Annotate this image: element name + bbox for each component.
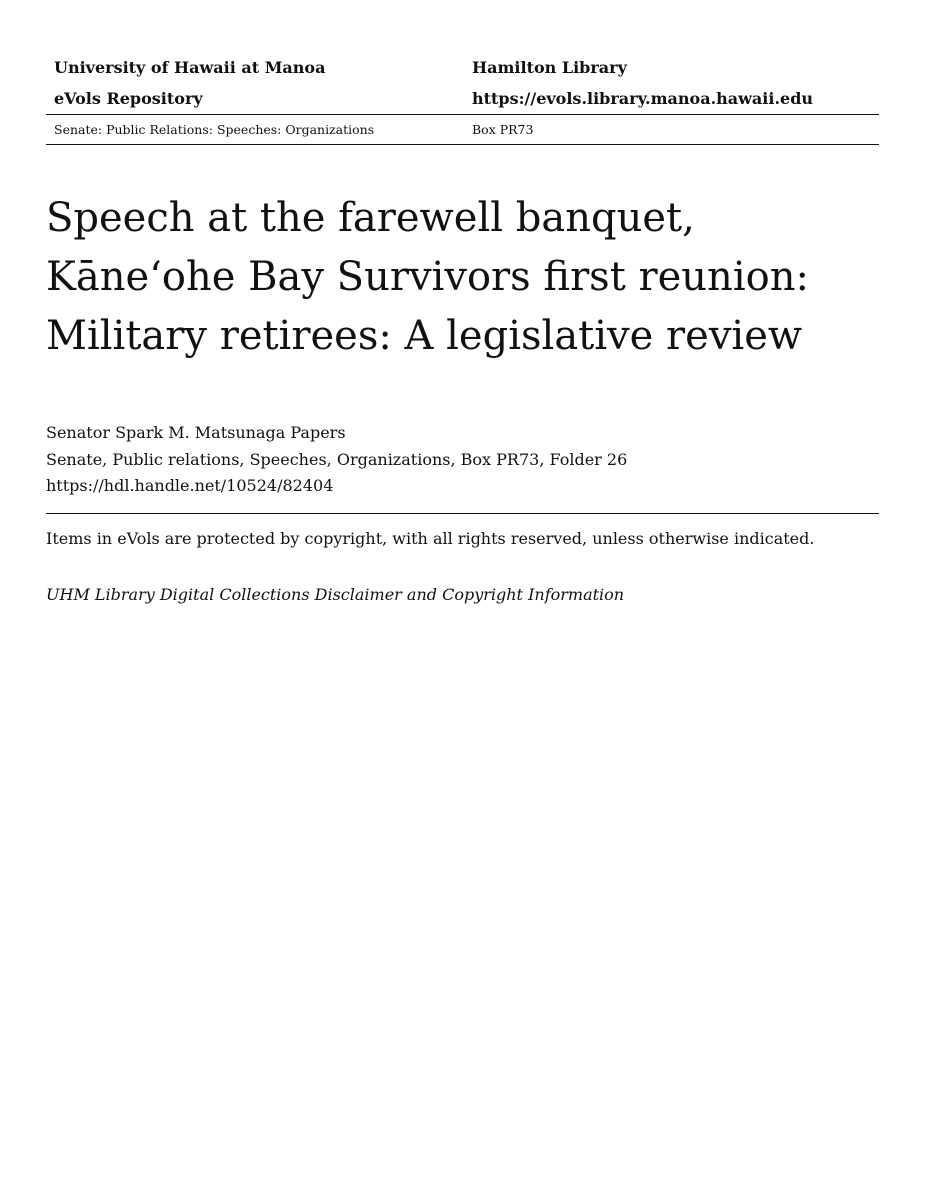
copyright-notice: Items in eVols are protected by copyright, with all rights reserved, unless otherwise indicated. bbox=[46, 529, 815, 548]
title-line-2: Kāneʻohe Bay Survivors first reunion: bbox=[46, 254, 809, 300]
title-line-3: Military retirees: A legislative review bbox=[46, 313, 803, 359]
institution-name: University of Hawaii at Manoa bbox=[54, 58, 326, 77]
repository-url-link[interactable]: https://evols.library.manoa.hawaii.edu bbox=[472, 89, 814, 108]
collection-name: Senator Spark M. Matsunaga Papers bbox=[46, 423, 346, 442]
document-metadata bbox=[46, 420, 627, 500]
folder-location: Senate, Public relations, Speeches, Organizations, Box PR73, Folder 26 bbox=[46, 449, 628, 469]
header-divider-bottom bbox=[46, 144, 879, 145]
repository-name: eVols Repository bbox=[54, 89, 203, 108]
library-name: Hamilton Library bbox=[472, 58, 627, 77]
handle-link[interactable]: https://hdl.handle.net/10524/82404 bbox=[46, 476, 334, 495]
title-line-1: Speech at the farewell banquet, bbox=[46, 195, 695, 241]
disclaimer-link[interactable]: UHM Library Digital Collections Disclaimer and Copyright Information bbox=[46, 585, 625, 604]
box-label: Box PR73 bbox=[472, 122, 534, 137]
collection-path: Senate: Public Relations: Speeches: Organizations bbox=[54, 122, 375, 137]
document-header bbox=[46, 52, 879, 145]
section-divider bbox=[46, 513, 879, 514]
document-title bbox=[46, 189, 879, 366]
